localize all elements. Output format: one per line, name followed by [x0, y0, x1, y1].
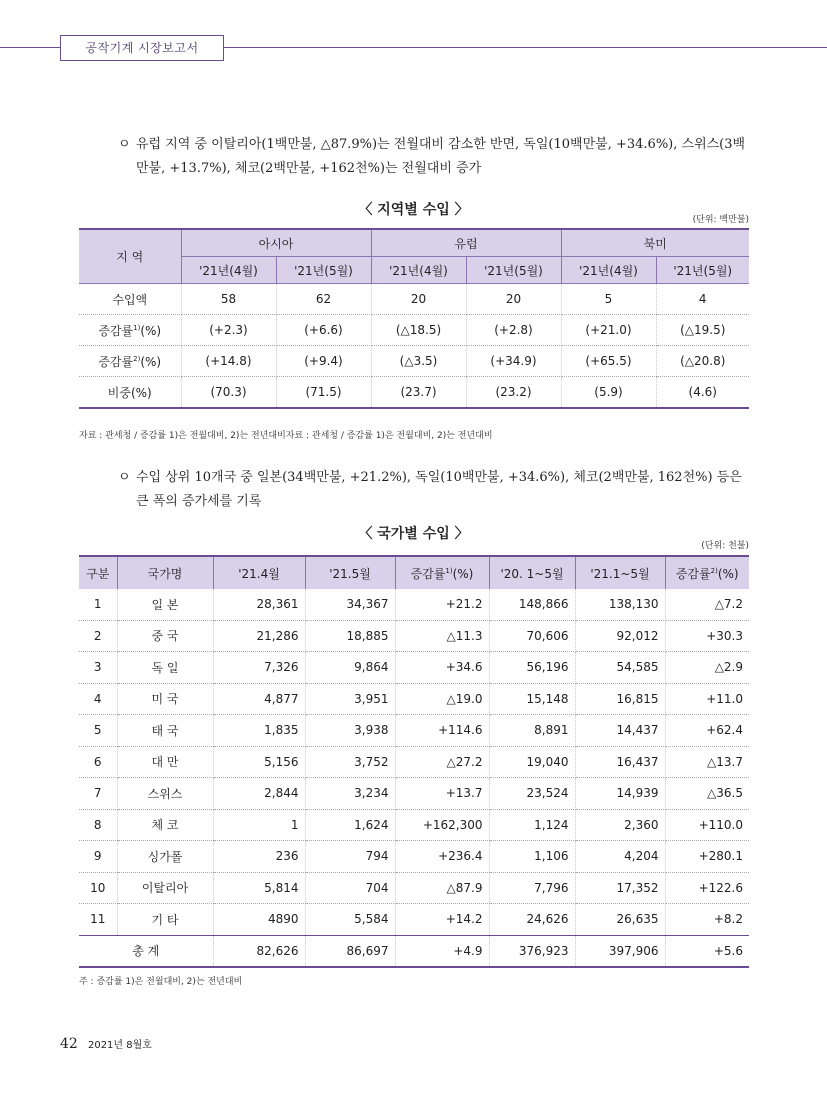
table-row: [79, 904, 749, 936]
cell: △87.9: [395, 872, 489, 904]
regional-table-title: 〈 지역별 수입 〉: [358, 202, 469, 218]
regional-import-table: [79, 228, 749, 409]
header-cell: [665, 556, 749, 589]
rank-cell: 5: [79, 715, 117, 747]
cell: (+6.6): [276, 315, 371, 346]
cell: (4.6): [656, 377, 749, 409]
cell: 4: [656, 284, 749, 315]
subheader: '21년(5월): [276, 257, 371, 284]
country-cell: 태 국: [117, 715, 213, 747]
cell: 70,606: [489, 620, 575, 652]
rank-cell: 1: [79, 589, 117, 620]
country-cell: 이탈리아: [117, 872, 213, 904]
cell: 7,326: [213, 652, 305, 684]
row-label-text: 증감률: [98, 354, 134, 369]
table-row: [79, 746, 749, 778]
cell: 3,234: [305, 778, 395, 810]
cell: △19.0: [395, 683, 489, 715]
page-footer: [60, 1036, 152, 1052]
header-text: 증감률: [410, 566, 446, 581]
cell: 92,012: [575, 620, 665, 652]
cell: 5: [561, 284, 656, 315]
row-label: [79, 346, 181, 377]
table-row: [79, 715, 749, 747]
cell: 26,635: [575, 904, 665, 936]
rank-cell: 7: [79, 778, 117, 810]
table-row: [79, 589, 749, 620]
rank-cell: 4: [79, 683, 117, 715]
footnote-mark: 2): [710, 566, 718, 575]
paragraph-top-countries: [118, 466, 750, 514]
header-cell: 국가명: [117, 556, 213, 589]
country-cell: 체 코: [117, 809, 213, 841]
cell: 397,906: [575, 935, 665, 967]
cell: 4890: [213, 904, 305, 936]
paragraph-europe: [118, 133, 750, 181]
rank-cell: 2: [79, 620, 117, 652]
cell: 794: [305, 841, 395, 873]
table-row: [79, 778, 749, 810]
cell: 236: [213, 841, 305, 873]
cell: +5.6: [665, 935, 749, 967]
header-cell: '21.5월: [305, 556, 395, 589]
cell: (△19.5): [656, 315, 749, 346]
header-text: 증감률: [675, 566, 711, 581]
cell: 5,584: [305, 904, 395, 936]
country-table-note: 주 : 증감률 1)은 전월대비, 2)는 전년대비: [79, 977, 243, 987]
cell: 58: [181, 284, 276, 315]
regional-table-note: 자료 : 관세청 / 증감률 1)은 전월대비, 2)는 전년대비자료 : 관세청 / 증감률 1)은 전월대비, 2)는 전년대비: [79, 431, 493, 441]
cell: 21,286: [213, 620, 305, 652]
total-row: [79, 935, 749, 967]
table-header-row: [79, 229, 749, 257]
country-import-table: [79, 555, 749, 968]
country-cell: 미 국: [117, 683, 213, 715]
cell: (+21.0): [561, 315, 656, 346]
country-table-title: 〈 국가별 수입 〉: [358, 526, 469, 542]
page-number: 42: [60, 1036, 78, 1052]
cell: +4.9: [395, 935, 489, 967]
row-label-text: 증감률: [98, 323, 134, 338]
cell: 9,864: [305, 652, 395, 684]
group-header-europe: 유럽: [371, 229, 561, 257]
header-cell: '20. 1~5월: [489, 556, 575, 589]
cell: +14.2: [395, 904, 489, 936]
paragraph-text: 수입 상위 10개국 중 일본(34백만불, +21.2%), 독일(10백만불, +34.6%), 체코(2백만불, 162천%) 등은 큰 폭의 증가세를 기록: [136, 470, 742, 509]
header-cell: 구분: [79, 556, 117, 589]
cell: (+14.8): [181, 346, 276, 377]
rank-cell: 9: [79, 841, 117, 873]
cell: 17,352: [575, 872, 665, 904]
cell: +34.6: [395, 652, 489, 684]
subheader: '21년(4월): [181, 257, 276, 284]
regional-table-unit: (단위: 백만불): [692, 215, 749, 225]
cell: +13.7: [395, 778, 489, 810]
cell: (△3.5): [371, 346, 466, 377]
cell: +114.6: [395, 715, 489, 747]
country-cell: 일 본: [117, 589, 213, 620]
cell: 16,815: [575, 683, 665, 715]
cell: 14,437: [575, 715, 665, 747]
country-table-unit: (단위: 천불): [701, 541, 749, 551]
country-cell: 기 타: [117, 904, 213, 936]
cell: (+9.4): [276, 346, 371, 377]
row-label: 비중(%): [79, 377, 181, 409]
footnote-mark: 2): [133, 354, 141, 363]
country-cell: 독 일: [117, 652, 213, 684]
cell: 1,835: [213, 715, 305, 747]
total-label: 총 계: [79, 935, 213, 967]
cell: 1,106: [489, 841, 575, 873]
rank-cell: 3: [79, 652, 117, 684]
header-suffix: (%): [452, 566, 474, 581]
country-table-body: [79, 589, 749, 935]
cell: 376,923: [489, 935, 575, 967]
country-cell: 싱가폴: [117, 841, 213, 873]
cell: 34,367: [305, 589, 395, 620]
group-header-north-america: 북미: [561, 229, 749, 257]
cell: (+65.5): [561, 346, 656, 377]
cell: (+34.9): [466, 346, 561, 377]
cell: 148,866: [489, 589, 575, 620]
cell: 19,040: [489, 746, 575, 778]
cell: 14,939: [575, 778, 665, 810]
table-row: [79, 377, 749, 409]
cell: 20: [466, 284, 561, 315]
rank-cell: 6: [79, 746, 117, 778]
paragraph-text: 유럽 지역 중 이탈리아(1백만불, △87.9%)는 전월대비 감소한 반면, 독일(10백만불, +34.6%), 스위스(3백만불, +13.7%), 체코(2백만불, +162천%)는 전월대비 증가: [136, 137, 746, 176]
cell: 2,844: [213, 778, 305, 810]
cell: 1,124: [489, 809, 575, 841]
footnote-mark: 1): [133, 323, 141, 332]
table-row: [79, 315, 749, 346]
row-label: [79, 315, 181, 346]
table-row: [79, 809, 749, 841]
subheader: '21년(4월): [371, 257, 466, 284]
cell: 16,437: [575, 746, 665, 778]
cell: +30.3: [665, 620, 749, 652]
header-cell: [395, 556, 489, 589]
cell: △13.7: [665, 746, 749, 778]
cell: +11.0: [665, 683, 749, 715]
cell: 3,951: [305, 683, 395, 715]
issue-label: 2021년 8월호: [87, 1040, 152, 1051]
table-row: [79, 346, 749, 377]
cell: (+2.3): [181, 315, 276, 346]
report-title-tab: 공작기계 시장보고서: [60, 35, 224, 61]
row-label-suffix: (%): [140, 354, 162, 369]
subheader: '21년(4월): [561, 257, 656, 284]
footnote-mark: 1): [445, 566, 453, 575]
cell: +62.4: [665, 715, 749, 747]
country-cell: 대 만: [117, 746, 213, 778]
row-label: 수입액: [79, 284, 181, 315]
cell: (23.7): [371, 377, 466, 409]
row-label-suffix: (%): [140, 323, 162, 338]
subheader: '21년(5월): [466, 257, 561, 284]
cell: (+2.8): [466, 315, 561, 346]
subheader: '21년(5월): [656, 257, 749, 284]
cell: 5,814: [213, 872, 305, 904]
rank-cell: 11: [79, 904, 117, 936]
cell: △7.2: [665, 589, 749, 620]
cell: 28,361: [213, 589, 305, 620]
cell: 1: [213, 809, 305, 841]
header-cell: '21.1~5월: [575, 556, 665, 589]
cell: (23.2): [466, 377, 561, 409]
cell: 138,130: [575, 589, 665, 620]
cell: 4,204: [575, 841, 665, 873]
cell: 5,156: [213, 746, 305, 778]
cell: △27.2: [395, 746, 489, 778]
cell: +122.6: [665, 872, 749, 904]
cell: 4,877: [213, 683, 305, 715]
cell: 86,697: [305, 935, 395, 967]
cell: △36.5: [665, 778, 749, 810]
cell: +8.2: [665, 904, 749, 936]
table-row: [79, 620, 749, 652]
cell: (70.3): [181, 377, 276, 409]
cell: (△18.5): [371, 315, 466, 346]
country-cell: 중 국: [117, 620, 213, 652]
cell: 15,148: [489, 683, 575, 715]
cell: +110.0: [665, 809, 749, 841]
header-suffix: (%): [717, 566, 739, 581]
cell: (71.5): [276, 377, 371, 409]
cell: 24,626: [489, 904, 575, 936]
cell: +162,300: [395, 809, 489, 841]
rank-cell: 10: [79, 872, 117, 904]
cell: 54,585: [575, 652, 665, 684]
cell: △2.9: [665, 652, 749, 684]
table-row: [79, 683, 749, 715]
table-header-row: [79, 556, 749, 589]
cell: △11.3: [395, 620, 489, 652]
table-row: [79, 652, 749, 684]
cell: 7,796: [489, 872, 575, 904]
cell: (△20.8): [656, 346, 749, 377]
header-cell: '21.4월: [213, 556, 305, 589]
cell: 1,624: [305, 809, 395, 841]
cell: 3,752: [305, 746, 395, 778]
bullet-icon: ㅇ: [118, 137, 131, 152]
cell: 18,885: [305, 620, 395, 652]
bullet-icon: ㅇ: [118, 470, 131, 485]
cell: +21.2: [395, 589, 489, 620]
cell: +280.1: [665, 841, 749, 873]
country-cell: 스위스: [117, 778, 213, 810]
group-header-asia: 아시아: [181, 229, 371, 257]
cell: +236.4: [395, 841, 489, 873]
rank-cell: 8: [79, 809, 117, 841]
cell: 62: [276, 284, 371, 315]
cell: 704: [305, 872, 395, 904]
table-row: [79, 872, 749, 904]
cell: 2,360: [575, 809, 665, 841]
table-row: [79, 284, 749, 315]
cell: (5.9): [561, 377, 656, 409]
cell: 20: [371, 284, 466, 315]
table-row: [79, 841, 749, 873]
cell: 23,524: [489, 778, 575, 810]
cell: 56,196: [489, 652, 575, 684]
cell: 8,891: [489, 715, 575, 747]
region-header: 지 역: [79, 229, 181, 284]
cell: 3,938: [305, 715, 395, 747]
cell: 82,626: [213, 935, 305, 967]
